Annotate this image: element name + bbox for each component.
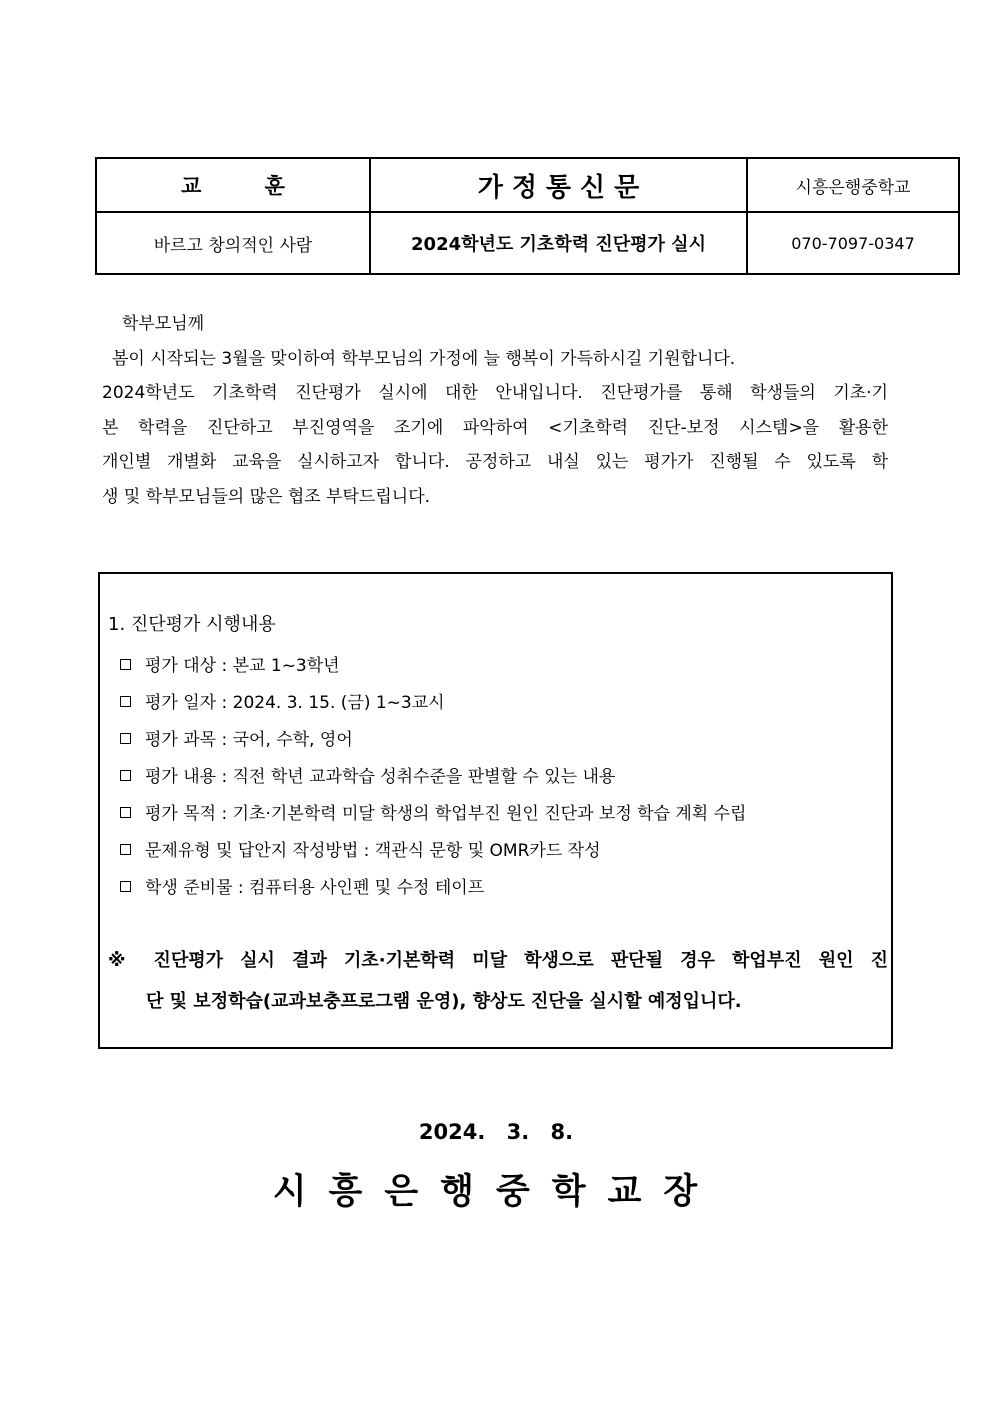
- letter-body: [102, 307, 888, 514]
- list-item: 문제유형 및 답안지 작성방법 : 객관식 문항 및 OMR카드 작성: [120, 833, 746, 870]
- list-item: 평가 목적 : 기초·기본학력 미달 학생의 학업부진 원인 진단과 보정 학습 계획 수립: [120, 796, 746, 833]
- info-list: [120, 648, 746, 907]
- notice-line: ※ 진단평가 실시 결과 기초·기본학력 미달 학생으로 판단될 경우 학업부진 원인 진: [108, 950, 888, 971]
- subject-title: 2024학년도 기초학력 진단평가 실시: [370, 212, 747, 274]
- square-bullet-icon: [120, 844, 131, 855]
- section-title: 1. 진단평가 시행내용: [108, 614, 276, 635]
- motto-label: 교 훈: [96, 158, 370, 212]
- list-item: 학생 준비물 : 컴퓨터용 사인펜 및 수정 테이프: [120, 870, 746, 907]
- letter-line: 2024학년도 기초학력 진단평가 실시에 대한 안내입니다. 진단평가를 통해 학생들의 기초·기: [102, 383, 888, 403]
- list-item: 평가 대상 : 본교 1~3학년: [120, 648, 746, 685]
- notice-text: [108, 940, 888, 1022]
- letter-line: 생 및 학부모님들의 많은 협조 부탁드립니다.: [102, 486, 431, 507]
- list-item: 평가 일자 : 2024. 3. 15. (금) 1~3교시: [120, 685, 746, 722]
- square-bullet-icon: [120, 807, 131, 818]
- square-bullet-icon: [120, 770, 131, 781]
- letter-line: 봄이 시작되는 3월을 맞이하여 학부모님의 가정에 늘 행복이 가득하시길 기원합니다.: [112, 348, 736, 369]
- phone-number: 070-7097-0347: [747, 212, 959, 274]
- principal-signature: 시흥은행중학교장: [272, 1172, 720, 1212]
- greeting: 학부모님께: [122, 314, 205, 334]
- letter-line: 본 학력을 진단하고 부진영역을 조기에 파악하여 <기초학력 진단-보정 시스템>을 활용한: [102, 417, 888, 438]
- list-item: 평가 과목 : 국어, 수학, 영어: [120, 722, 746, 759]
- notice-line: 단 및 보정학습(교과보충프로그램 운영), 향상도 진단을 실시할 예정입니다.: [146, 991, 742, 1012]
- square-bullet-icon: [120, 659, 131, 670]
- letter-line: 개인별 개별화 교육을 실시하고자 합니다. 공정하고 내실 있는 평가가 진행될 수 있도록 학: [102, 452, 888, 472]
- header-table: [95, 157, 960, 275]
- square-bullet-icon: [120, 733, 131, 744]
- motto-text: 바르고 창의적인 사람: [96, 212, 370, 274]
- square-bullet-icon: [120, 881, 131, 892]
- info-box: [98, 572, 893, 1049]
- issue-date: 2024. 3. 8.: [418, 1120, 574, 1144]
- school-name: 시흥은행중학교: [747, 158, 959, 212]
- newsletter-title: 가정통신문: [370, 158, 747, 212]
- square-bullet-icon: [120, 696, 131, 707]
- list-item: 평가 내용 : 직전 학년 교과학습 성취수준을 판별할 수 있는 내용: [120, 759, 746, 796]
